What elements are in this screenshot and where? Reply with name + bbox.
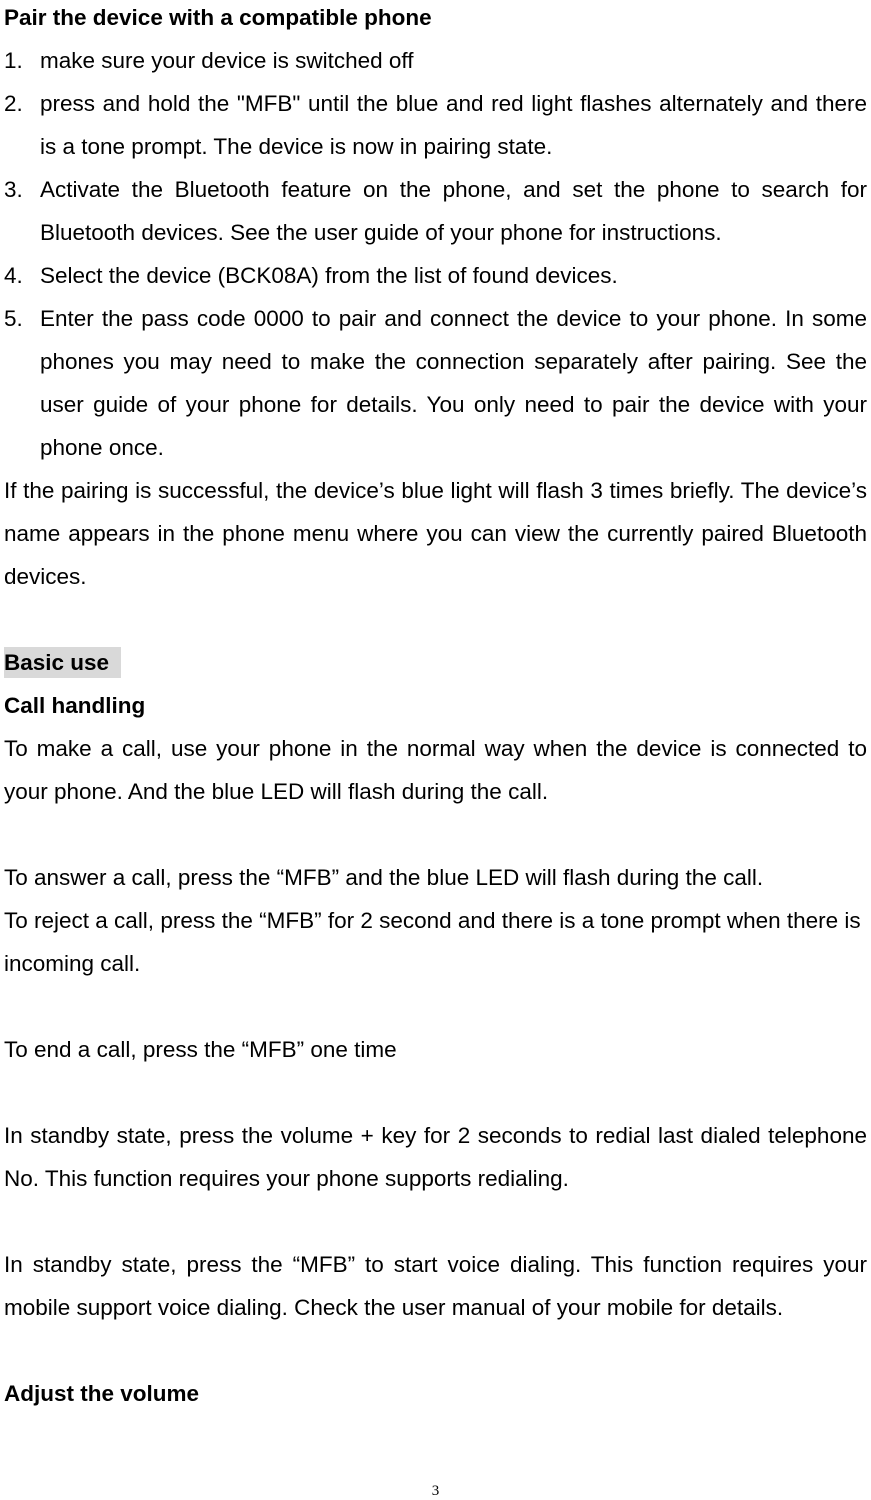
list-item bbox=[4, 254, 867, 297]
step-number: 3. bbox=[4, 177, 23, 202]
call-handling-heading: Call handling bbox=[4, 693, 146, 718]
page-number: 3 bbox=[431, 1483, 440, 1499]
spacer bbox=[4, 1200, 867, 1243]
step-text: make sure your device is switched off bbox=[40, 48, 414, 73]
step-text: Enter the pass code 0000 to pair and connect the device to your phone. In some phones you may need to make the connection separately after pairing. See the user guide of your phone for details. You only need to pair the device with your phone once. bbox=[40, 306, 867, 460]
answer-call-paragraph: To answer a call, press the “MFB” and the blue LED will flash during the call. bbox=[4, 865, 764, 890]
make-call-paragraph: To make a call, use your phone in the normal way when the device is connected to your phone. And the blue LED will flash during the call. bbox=[4, 736, 867, 804]
spacer bbox=[4, 1329, 867, 1372]
list-item bbox=[4, 297, 867, 469]
step-number: 5. bbox=[4, 306, 23, 331]
step-number: 4. bbox=[4, 263, 23, 288]
step-text: Activate the Bluetooth feature on the phone, and set the phone to search for Bluetooth devices. See the user guide of your phone for instructions. bbox=[40, 177, 867, 245]
list-item bbox=[4, 82, 867, 168]
voice-dial-paragraph: In standby state, press the “MFB” to start voice dialing. This function requires your mobile support voice dialing. Check the user manual of your mobile for details. bbox=[4, 1252, 867, 1320]
spacer bbox=[4, 985, 867, 1028]
basic-use-heading-text: Basic use bbox=[4, 647, 121, 678]
list-item bbox=[4, 39, 867, 82]
spacer bbox=[4, 598, 867, 641]
redial-paragraph: In standby state, press the volume + key for 2 seconds to redial last dialed telephone No. This function requires your phone supports redialing. bbox=[4, 1123, 867, 1191]
adjust-volume-heading: Adjust the volume bbox=[4, 1381, 200, 1406]
step-number: 2. bbox=[4, 91, 23, 116]
reject-call-paragraph: To reject a call, press the “MFB” for 2 second and there is a tone prompt when there is incoming call. bbox=[4, 908, 861, 976]
list-item bbox=[4, 168, 867, 254]
pairing-success-paragraph: If the pairing is successful, the device’s blue light will flash 3 times briefly. The device’s name appears in the phone menu where you can view the currently paired Bluetooth devices. bbox=[4, 478, 867, 589]
spacer bbox=[4, 1071, 867, 1114]
pairing-steps-list bbox=[4, 39, 867, 469]
step-text: press and hold the "MFB" until the blue and red light flashes alternately and there is a tone prompt. The device is now in pairing state. bbox=[40, 91, 867, 159]
pairing-heading: Pair the device with a compatible phone bbox=[4, 5, 432, 30]
spacer bbox=[4, 813, 867, 856]
step-text: Select the device (BCK08A) from the list of found devices. bbox=[40, 263, 618, 288]
document-page bbox=[4, 0, 867, 1415]
step-number: 1. bbox=[4, 48, 23, 73]
end-call-paragraph: To end a call, press the “MFB” one time bbox=[4, 1037, 397, 1062]
basic-use-heading bbox=[4, 641, 867, 684]
